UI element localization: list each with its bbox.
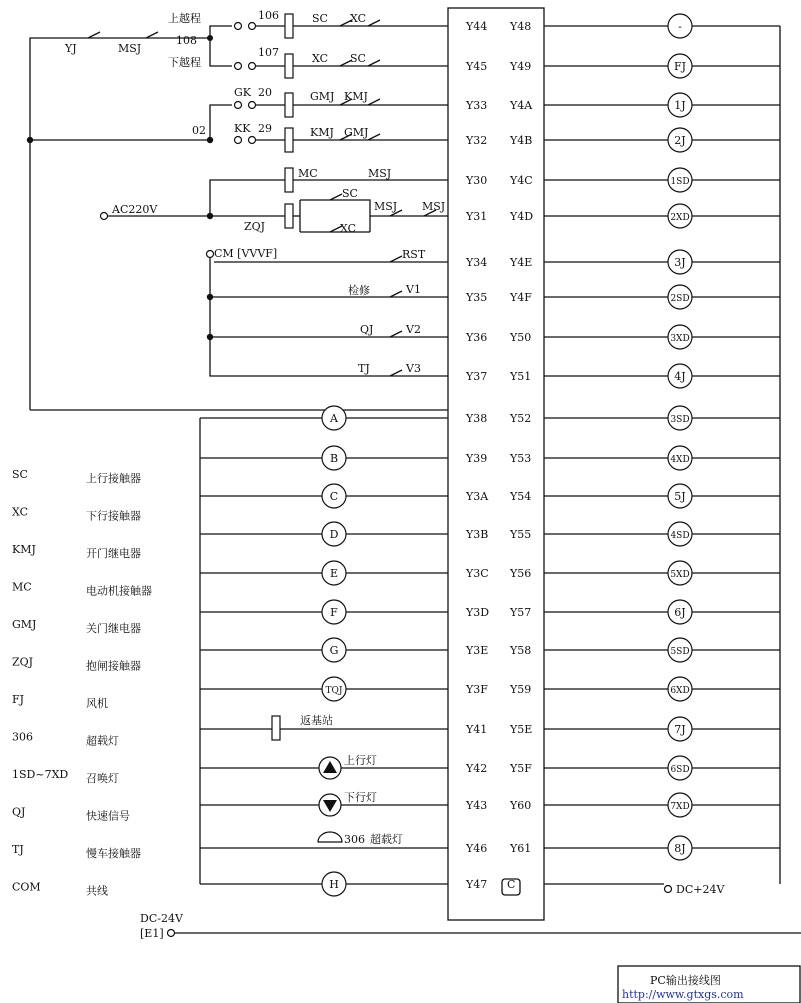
label-kk: KK <box>234 122 251 135</box>
label-top-limit: 上越程 <box>168 12 201 25</box>
label-dc-minus: DC-24V <box>140 912 183 925</box>
plc-pin-left: Y3F <box>466 683 488 696</box>
label-v1: V1 <box>406 283 421 296</box>
label-xc-2: XC <box>312 52 329 65</box>
junction-dot <box>27 137 33 143</box>
mid-load-label: G <box>329 644 339 657</box>
label-sc-2: SC <box>350 52 366 65</box>
terminal-block <box>285 54 293 78</box>
legend-code: TJ <box>12 843 24 856</box>
sc-xc-parallel <box>300 200 370 232</box>
label-overload-lamp: 超载灯 <box>370 833 403 846</box>
watermark-url: http://www.gtxgs.com <box>622 988 744 1001</box>
label-msj-top: MSJ <box>118 42 142 55</box>
output-load-label: 4XD <box>670 455 690 465</box>
legend <box>12 468 152 898</box>
plc-pin-right: Y61 <box>510 842 532 855</box>
output-load-label: - <box>678 20 682 33</box>
label-msj-2: MSJ <box>374 200 398 213</box>
gk-branch <box>210 105 232 140</box>
legend-code: ZQJ <box>12 655 34 669</box>
legend-desc: 快速信号 <box>86 809 130 823</box>
output-load-label: 3J <box>674 256 686 269</box>
mid-load-label: F <box>330 606 338 619</box>
fanjizhan-block <box>272 716 280 740</box>
plc-pin-left: Y34 <box>466 256 488 269</box>
plc-pin-right: Y4A <box>510 99 533 112</box>
label-kmj-2: KMJ <box>310 126 334 139</box>
mid-load-label: H <box>329 878 339 891</box>
output-load-label: 4J <box>674 370 686 383</box>
label-zqj: ZQJ <box>244 220 266 233</box>
plc-pin-left: Y31 <box>466 210 488 223</box>
plc-pin-left: Y33 <box>466 99 488 112</box>
label-106: 106 <box>258 9 279 22</box>
label-gmj-1: GMJ <box>310 90 335 103</box>
caption-title: PC输出接线图 <box>650 974 721 987</box>
legend-code: COM <box>12 880 41 894</box>
output-load-label: 2J <box>674 134 686 147</box>
plc-pin-left: Y37 <box>466 370 488 383</box>
plc-pin-right: Y5E <box>510 723 533 736</box>
label-rst: RST <box>402 248 426 261</box>
output-load-label: 2XD <box>670 213 690 223</box>
limit-switch-down <box>235 63 242 70</box>
plc-pin-right: Y4B <box>510 134 533 147</box>
dc-plus-terminal <box>665 886 672 893</box>
plc-pin-right: Y53 <box>510 452 532 465</box>
label-msj-3: MSJ <box>422 200 446 213</box>
label-02: 02 <box>192 124 206 137</box>
label-e1: [E1] <box>140 927 164 940</box>
gk-contact <box>235 102 242 109</box>
label-v2: V2 <box>406 323 421 336</box>
legend-desc: 慢车接触器 <box>86 847 141 860</box>
label-xc-3: XC <box>340 222 357 235</box>
label-ac220v: AC220V <box>112 203 158 216</box>
legend-desc: 关门继电器 <box>86 622 141 635</box>
legend-desc: 风机 <box>86 697 108 710</box>
legend-code: 1SD~7XD <box>12 768 69 781</box>
mid-load-label: A <box>330 412 338 425</box>
plc-pin-left: Y3D <box>466 606 490 619</box>
legend-code: XC <box>12 505 29 519</box>
cm-rail <box>210 258 448 376</box>
limit-switch-up <box>249 23 256 30</box>
legend-desc: 抱闸接触器 <box>86 659 141 673</box>
plc-pin-right: C <box>507 878 516 891</box>
plc-pin-left: Y41 <box>466 723 488 736</box>
gk-contact <box>249 102 256 109</box>
terminal-block <box>285 168 293 192</box>
mc-branch <box>210 180 285 216</box>
plc-pin-right: Y4C <box>510 174 533 187</box>
terminal-block <box>285 128 293 152</box>
output-load-label: 5J <box>674 490 686 503</box>
plc-pin-left: Y46 <box>466 842 488 855</box>
label-sc-3: SC <box>342 187 358 200</box>
plc-pin-right: Y59 <box>510 683 532 696</box>
plc-pin-right: Y5F <box>510 762 532 775</box>
plc-pin-right: Y52 <box>510 412 532 425</box>
output-load-label: 5XD <box>670 570 690 580</box>
output-load-label: 5SD <box>670 647 690 657</box>
output-load-label: 3SD <box>670 415 690 425</box>
label-sc-1: SC <box>312 12 328 25</box>
mid-load-label: E <box>329 567 339 580</box>
terminal-block <box>285 204 293 228</box>
plc-pin-left: Y35 <box>466 291 488 304</box>
terminal-block <box>285 14 293 38</box>
plc-pin-right: Y4F <box>510 291 532 304</box>
mid-load-label: TQJ <box>325 686 343 696</box>
right-pin-labels <box>507 20 533 891</box>
plc-pin-left: Y44 <box>466 20 488 33</box>
label-tj: TJ <box>358 362 370 375</box>
label-up-lamp: 上行灯 <box>344 754 377 767</box>
plc-pin-left: Y3C <box>466 567 489 580</box>
plc-pin-right: Y58 <box>510 644 532 657</box>
outer-left-rail <box>30 38 192 410</box>
legend-code: QJ <box>12 805 26 819</box>
plc-pin-right: Y56 <box>510 567 532 580</box>
label-msj-mc: MSJ <box>368 167 392 180</box>
msj-contact <box>146 32 158 38</box>
plc-pin-right: Y4D <box>510 210 534 223</box>
output-load-label: 6XD <box>670 686 690 696</box>
plc-pin-left: Y3E <box>466 644 489 657</box>
plc-pin-right: Y55 <box>510 528 532 541</box>
label-306: 306 <box>344 833 365 846</box>
label-kmj-1: KMJ <box>344 90 368 103</box>
middle-loads <box>200 406 448 896</box>
label-fanjizhan: 返基站 <box>300 714 333 727</box>
legend-code: KMJ <box>12 543 36 556</box>
label-108: 108 <box>176 34 197 47</box>
legend-code: FJ <box>12 693 25 706</box>
cm-terminal <box>207 251 214 258</box>
plc-pin-right: Y57 <box>510 606 532 619</box>
plc-pin-left: Y3A <box>466 490 489 503</box>
overload-lamp <box>318 832 342 842</box>
label-29: 29 <box>258 122 272 135</box>
label-bottom-limit: 下越程 <box>168 56 201 69</box>
output-load-label: 6J <box>674 606 686 619</box>
label-down-lamp: 下行灯 <box>344 791 377 804</box>
mid-load-label: C <box>329 490 339 503</box>
output-load-label: 6SD <box>670 765 690 775</box>
ac220v-terminal <box>101 213 108 220</box>
label-20: 20 <box>258 86 272 99</box>
legend-desc: 下行接触器 <box>86 509 141 523</box>
dc-minus-terminal <box>168 930 175 937</box>
plc-pin-left: Y32 <box>466 134 488 147</box>
legend-desc: 召唤灯 <box>86 772 119 785</box>
cm-contacts <box>390 256 402 376</box>
plc-pin-left: Y45 <box>466 60 488 73</box>
output-load-label: 8J <box>674 842 686 855</box>
plc-pin-left: Y47 <box>466 878 488 891</box>
plc-pin-left: Y38 <box>466 412 488 425</box>
limit-switch-down <box>249 63 256 70</box>
mid-load-label: B <box>329 452 339 465</box>
kk-contact <box>235 137 242 144</box>
output-load-label: 4SD <box>670 531 690 541</box>
plc-pin-left: Y3B <box>466 528 489 541</box>
mid-load-label: D <box>329 528 339 541</box>
label-dc-plus: DC+24V <box>676 883 725 896</box>
label-v3: V3 <box>406 362 421 375</box>
plc-pin-left: Y39 <box>466 452 488 465</box>
kk-contact <box>249 137 256 144</box>
junction-dot <box>207 35 213 41</box>
left-pin-labels <box>465 20 489 891</box>
label-qj: QJ <box>360 323 374 336</box>
plc-pin-right: Y49 <box>510 60 532 73</box>
output-load-label: 7XD <box>670 802 690 812</box>
legend-code: 306 <box>12 730 33 744</box>
plc-pin-left: Y36 <box>466 331 488 344</box>
plc-pin-left: Y43 <box>466 799 488 812</box>
label-yj: YJ <box>65 42 77 55</box>
plc-pin-right: Y60 <box>510 799 532 812</box>
limit-switch-up <box>235 23 242 30</box>
label-mc: MC <box>298 167 318 180</box>
terminal-block <box>285 93 293 117</box>
output-load-label: FJ <box>673 60 687 73</box>
plc-pin-right: Y4E <box>510 256 533 269</box>
output-load-label: 7J <box>674 723 686 736</box>
yj-contact <box>88 32 100 38</box>
legend-code: GMJ <box>12 618 37 631</box>
label-jianxiu: 检修 <box>348 284 370 297</box>
label-gk: GK <box>234 86 252 99</box>
label-gmj-2: GMJ <box>344 126 369 139</box>
right-output-wires <box>544 14 780 884</box>
legend-code: MC <box>12 580 32 594</box>
plc-pin-left: Y30 <box>466 174 488 187</box>
label-cm-vvvf: CM [VVVF] <box>214 247 278 260</box>
legend-desc: 超载灯 <box>86 734 119 748</box>
output-load-label: 1SD <box>670 177 690 187</box>
legend-desc: 共线 <box>86 884 108 898</box>
legend-desc: 开门继电器 <box>86 547 141 560</box>
plc-pin-right: Y54 <box>510 490 532 503</box>
legend-desc: 上行接触器 <box>86 472 141 485</box>
legend-code: SC <box>12 468 28 481</box>
label-107: 107 <box>258 46 279 59</box>
legend-desc: 电动机接触器 <box>86 584 152 598</box>
plc-pin-left: Y42 <box>466 762 488 775</box>
label-xc-1: XC <box>350 12 367 25</box>
plc-pin-right: Y51 <box>510 370 532 383</box>
output-load-label: 1J <box>674 99 686 112</box>
output-load-label: 2SD <box>670 294 690 304</box>
plc-pin-right: Y50 <box>510 331 532 344</box>
limit-bus-bottom <box>210 38 232 66</box>
plc-pin-right: Y48 <box>510 20 532 33</box>
output-load-label: 3XD <box>670 334 690 344</box>
